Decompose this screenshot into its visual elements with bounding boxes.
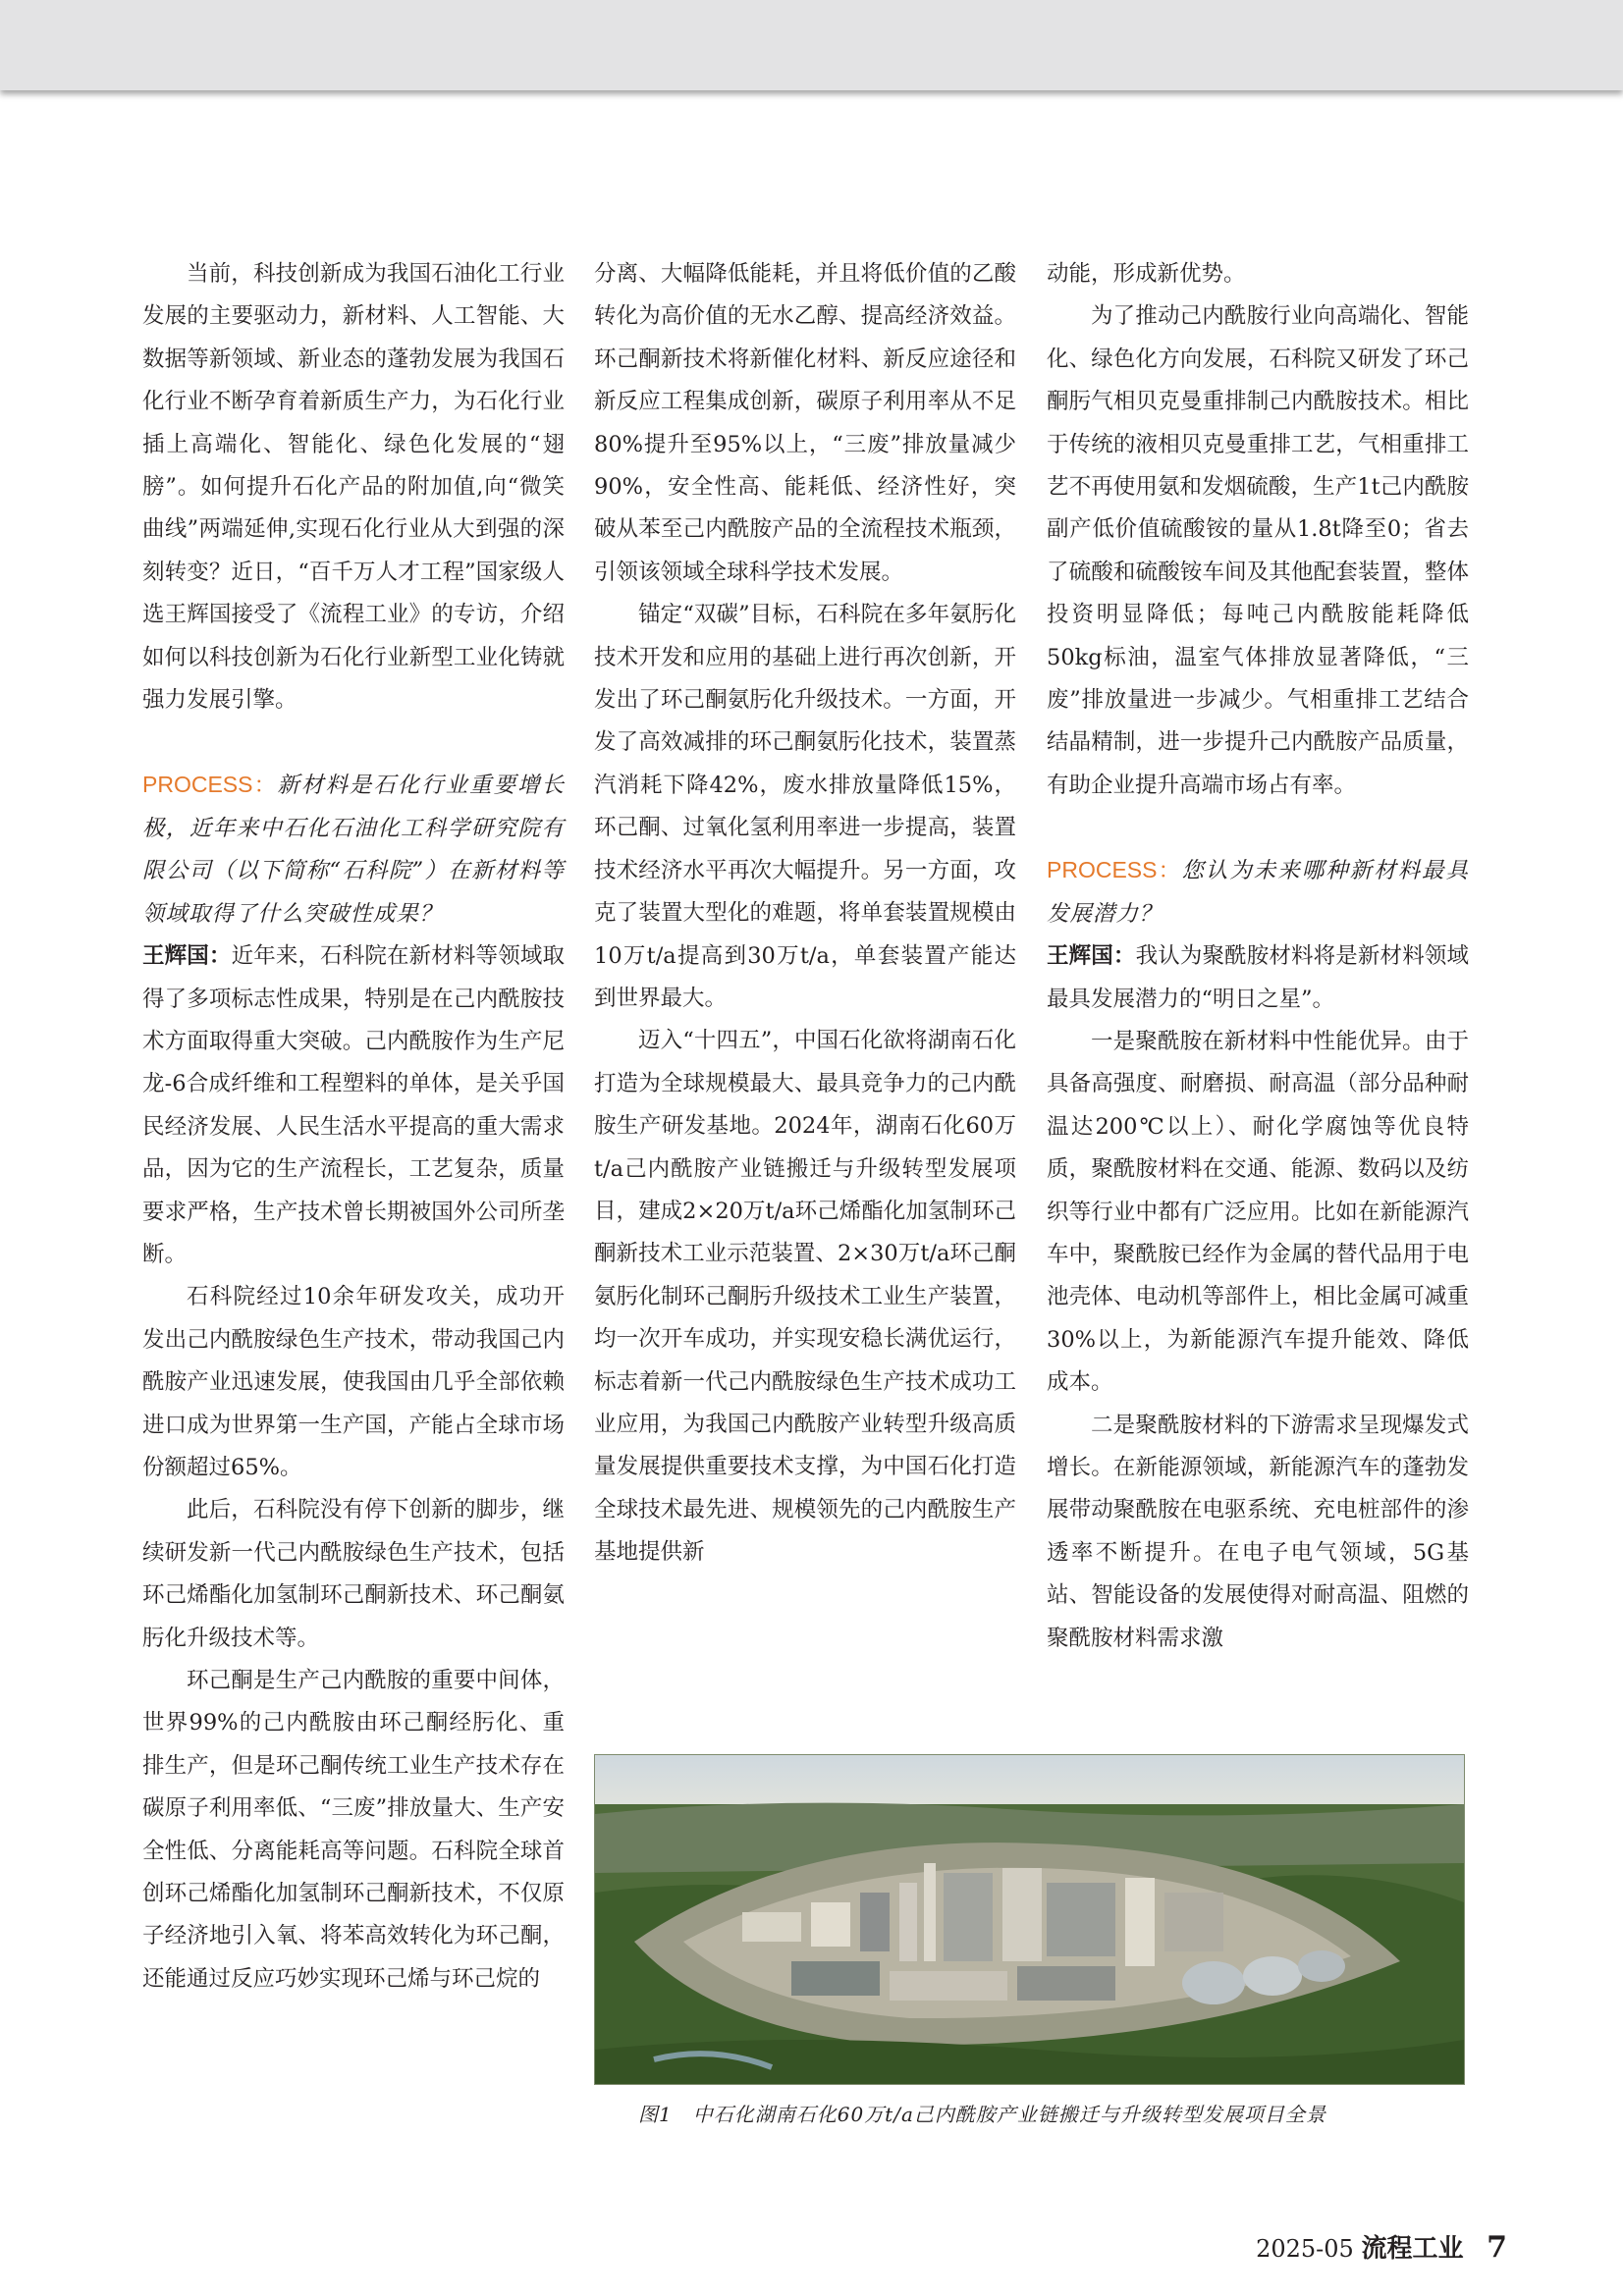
intro-paragraph: 当前，科技创新成为我国石油化工行业发展的主要驱动力，新材料、人工智能、大数据等新领域、新业态的蓬勃发展为我国石化行业不断孕育着新质生产力，为石化行业插上高端化、智能化、绿色化发展的“翅膀”。如何提升石化产品的附加值,向“微笑曲线”两端延伸,实现石化行业从大到强的深刻转变？近日，“百千万人才工程”国家级人选王辉国接受了《流程工业》的专访，介绍如何以科技创新为石化行业新型工业化铸就强力发展引擎。 [142, 261, 565, 714]
body-paragraph: 为了推动己内酰胺行业向高端化、智能化、绿色化方向发展，石科院又研发了环己酮肟气相贝克曼重排制己内酰胺技术。相比于传统的液相贝克曼重排工艺，气相重排工艺不再使用氨和发烟硫酸，生产1t己内酰胺副产低价值硫酸铵的量从1.8t降至0；省去了硫酸和硫酸铵车间及其他配套装置，整体投资明显降低；每吨己内酰胺能耗降低50kg标油，温室气体排放显著降低，“三废”排放量进一步减少。气相重排工艺结合结晶精制，进一步提升己内酰胺产品质量，有助企业提升高端市场占有率。 [1047, 303, 1469, 798]
interview-question-1: PROCESS：新材料是石化行业重要增长极，近年来中石化石油化工科学研究院有限公司（以下简称“石科院”）在新材料等领域取得了什么突破性成果？ [142, 772, 565, 927]
page-footer [1256, 2228, 1507, 2265]
process-tag: PROCESS [142, 772, 253, 798]
article-column-3 [1047, 253, 1469, 1660]
body-paragraph: 此后，石科院没有停下创新的脚步，继续研发新一代己内酰胺绿色生产技术，包括环己烯酯化加氢制环己酮新技术、环己酮氨肟化升级技术等。 [142, 1497, 565, 1651]
article-column-1 [142, 253, 565, 2001]
article-column-2 [594, 253, 1016, 1575]
interview-answer-2: 王辉国：我认为聚酰胺材料将是新材料领域最具发展潜力的“明日之星”。 [1047, 943, 1469, 1012]
page-number: 7 [1487, 2230, 1507, 2265]
interview-answer-1: 王辉国：近年来，石科院在新材料等领域取得了多项标志性成果，特别是在己内酰胺技术方面取得重大突破。己内酰胺作为生产尼龙-6合成纤维和工程塑料的单体，是关乎国民经济发展、人民生活水平提高的重大需求品，因为它的生产流程长，工艺复杂，质量要求严格，生产技术曾长期被国外公司所垄断。 [142, 943, 565, 1267]
body-paragraph: 一是聚酰胺在新材料中性能优异。由于具备高强度、耐磨损、耐高温（部分品种耐温达200℃以上）、耐化学腐蚀等优良特质，聚酰胺材料在交通、能源、数码以及纺织等行业中都有广泛应用。比如在新能源汽车中，聚酰胺已经作为金属的替代品用于电池壳体、电动机等部件上，相比金属可减重30%以上，为新能源汽车提升能效、降低成本。 [1047, 1028, 1469, 1396]
speaker-name: 王辉国 [1047, 943, 1113, 970]
interview-question-2: PROCESS：您认为未来哪种新材料最具发展潜力？ [1047, 857, 1469, 927]
body-paragraph: 锚定“双碳”目标，石科院在多年氨肟化技术开发和应用的基础上进行再次创新，开发出了环己酮氨肟化升级技术。一方面，开发了高效减排的环己酮氨肟化技术，装置蒸汽消耗下降42%，废水排放量降低15%，环己酮、过氧化氢利用率进一步提高，装置技术经济水平再次大幅提升。另一方面，攻克了装置大型化的难题，将单套装置规模由10万t/a提高到30万t/a，单套装置产能达到世界最大。 [594, 602, 1016, 1011]
top-header-band [0, 0, 1623, 90]
process-tag: PROCESS [1047, 857, 1158, 883]
body-paragraph: 石科院经过10余年研发攻关，成功开发出己内酰胺绿色生产技术，带动我国己内酰胺产业迅速发展，使我国由几乎全部依赖进口成为世界第一生产国，产能占全球市场份额超过65%。 [142, 1284, 565, 1480]
aerial-plant-photo [594, 1754, 1465, 2085]
magazine-name: 流程工业 [1361, 2234, 1464, 2264]
speaker-name: 王辉国 [142, 943, 209, 970]
body-paragraph: 动能，形成新优势。 [1047, 261, 1246, 287]
figure-caption: 图1 中石化湖南石化60万t/a己内酰胺产业链搬迁与升级转型发展项目全景 [638, 2103, 1326, 2126]
body-paragraph: 迈入“十四五”，中国石化欲将湖南石化打造为全球规模最大、最具竞争力的己内酰胺生产研发基地。2024年，湖南石化60万t/a己内酰胺产业链搬迁与升级转型发展项目，建成2×20万t/a环己烯酯化加氢制环己酮新技术工业示范装置、2×30万t/a环己酮氨肟化制环己酮肟升级技术工业生产装置，均一次开车成功，并实现安稳长满优运行，标志着新一代己内酰胺绿色生产技术成功工业应用，为我国己内酰胺产业转型升级高质量发展提供重要技术支撑，为中国石化打造全球技术最先进、规模领先的己内酰胺生产基地提供新 [594, 1028, 1016, 1566]
body-paragraph: 环己酮是生产己内酰胺的重要中间体，世界99%的己内酰胺由环己酮经肟化、重排生产，但是环己酮传统工业生产技术存在碳原子利用率低、“三废”排放量大、生产安全性低、分离能耗高等问题。石科院全球首创环己烯酯化加氢制环己酮新技术，不仅原子经济地引入氧、将苯高效转化为环己酮，还能通过反应巧妙实现环己烯与环己烷的 [142, 1668, 565, 1992]
body-paragraph: 分离、大幅降低能耗，并且将低价值的乙酸转化为高价值的无水乙醇、提高经济效益。环己酮新技术将新催化材料、新反应途径和新反应工程集成创新，碳原子利用率从不足80%提升至95%以上，“三废”排放量减少90%，安全性高、能耗低、经济性好，突破从苯至己内酰胺产品的全流程技术瓶颈，引领该领域全球科学技术发展。 [594, 261, 1016, 585]
issue-number: 2025-05 [1256, 2235, 1354, 2263]
body-paragraph: 二是聚酰胺材料的下游需求呈现爆发式增长。在新能源领域，新能源汽车的蓬勃发展带动聚酰胺在电驱系统、充电桩部件的渗透率不断提升。在电子电气领域，5G基站、智能设备的发展使得对耐高温、阻燃的聚酰胺材料需求激 [1047, 1412, 1469, 1651]
